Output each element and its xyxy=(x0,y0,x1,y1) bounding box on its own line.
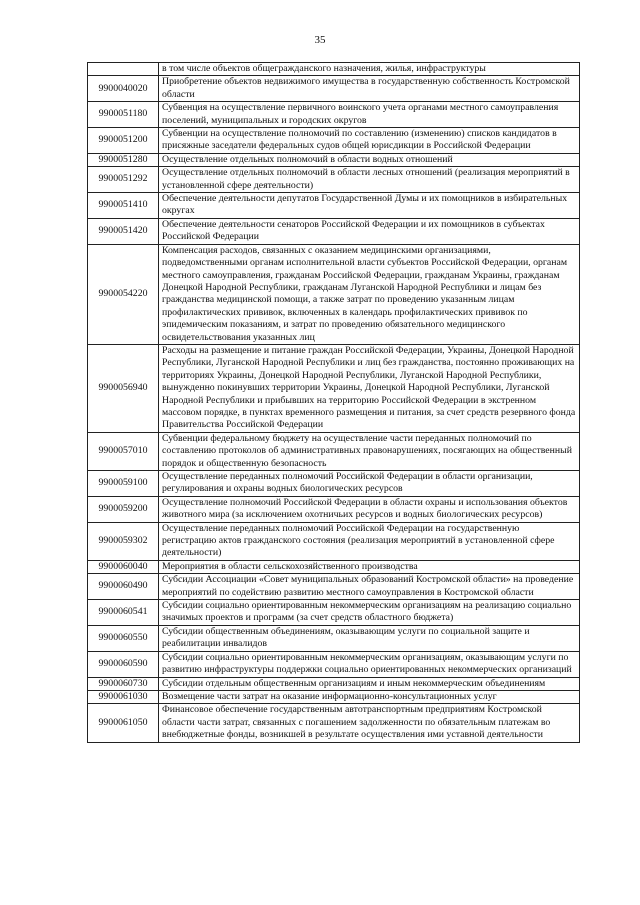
table-row xyxy=(88,76,580,102)
row-description: Субсидии социально ориентированным некоммерческим организациям на реализацию социально значимых проектов и программ (за счет средств областного бюджета) xyxy=(159,600,580,626)
table-row xyxy=(88,193,580,219)
table-row xyxy=(88,496,580,522)
row-code: 9900059200 xyxy=(88,496,159,522)
row-code: 9900059100 xyxy=(88,471,159,497)
table-row xyxy=(88,153,580,166)
table-row xyxy=(88,574,580,600)
row-description: Субсидии социально ориентированным некоммерческим организациям, оказывающим услуги по развитию инфраструктуры поддержки социально ориентированных некоммерческих организаций xyxy=(159,651,580,677)
row-code: 9900051180 xyxy=(88,102,159,128)
row-description: Субсидии отдельным общественным организациям и иным некоммерческим объединениям xyxy=(159,677,580,690)
table-row xyxy=(88,677,580,690)
row-description: в том числе объектов общегражданского назначения, жилья, инфраструктуры xyxy=(159,63,580,76)
table-row xyxy=(88,600,580,626)
row-description: Субсидии Ассоциации «Совет муниципальных образований Костромской области» на проведение мероприятий по содействию развитию местного самоуправления в Костромской области xyxy=(159,574,580,600)
page-number: 35 xyxy=(314,34,326,46)
row-code: 9900060490 xyxy=(88,574,159,600)
table-row xyxy=(88,63,580,76)
row-description: Расходы на размещение и питание граждан Российской Федерации, Украины, Донецкой Народной Республики, Луганской Народной Республики и лиц без гражданства, постоянно проживающих на территориях Украины, Донецкой Народной Республики, Луганской Народной Республики, вынужденно покинувших территории Украины, Донецкой Народной Республики, Луганской Народной Республики и прибывших на территорию Российской Федерации в экстренном массовом порядке, в пунктах временного размещения и питания, за счет средств резервного фонда Правительства Российской Федерации xyxy=(159,344,580,432)
row-code: 9900061030 xyxy=(88,690,159,703)
row-description: Возмещение части затрат на оказание информационно-консультационных услуг xyxy=(159,690,580,703)
table-row xyxy=(88,625,580,651)
row-description: Субвенция на осуществление первичного воинского учета органами местного самоуправления поселений, муниципальных и городских округов xyxy=(159,102,580,128)
table-row xyxy=(88,167,580,193)
table-row xyxy=(88,522,580,560)
row-code: 9900051280 xyxy=(88,153,159,166)
row-code: 9900060590 xyxy=(88,651,159,677)
row-code: 9900060040 xyxy=(88,560,159,573)
row-description: Мероприятия в области сельскохозяйственного производства xyxy=(159,560,580,573)
row-description: Обеспечение деятельности сенаторов Российской Федерации и их помощников в субъектах Российской Федерации xyxy=(159,218,580,244)
table-row xyxy=(88,344,580,432)
row-code: 9900051420 xyxy=(88,218,159,244)
row-code: 9900059302 xyxy=(88,522,159,560)
row-description: Субвенции федеральному бюджету на осуществление части переданных полномочий по составлению протоколов об административных правонарушениях, посягающих на общественный порядок и общественную безопасность xyxy=(159,432,580,470)
budget-classification-table xyxy=(87,62,580,743)
row-description: Осуществление переданных полномочий Российской Федерации в области организации, регулирования и охраны водных биологических ресурсов xyxy=(159,471,580,497)
row-code: 9900060550 xyxy=(88,625,159,651)
row-description: Субвенции на осуществление полномочий по составлению (изменению) списков кандидатов в присяжные заседатели федеральных судов общей юрисдикции в Российской Федерации xyxy=(159,128,580,154)
table-body xyxy=(88,63,580,743)
table-row xyxy=(88,690,580,703)
table-row xyxy=(88,560,580,573)
row-description: Осуществление переданных полномочий Российской Федерации на государственную регистрацию актов гражданского состояния (реализация мероприятий в установленной сфере деятельности) xyxy=(159,522,580,560)
row-code: 9900051410 xyxy=(88,193,159,219)
table-row xyxy=(88,651,580,677)
row-code xyxy=(88,63,159,76)
row-description: Осуществление отдельных полномочий в области водных отношений xyxy=(159,153,580,166)
row-description: Компенсация расходов, связанных с оказанием медицинскими организациями, подведомственными органам исполнительной власти субъектов Российской Федерации, органам местного самоуправления, гражданам Российской Федерации, гражданам Украины, гражданам Донецкой Народной Республики, гражданам Луганской Народной Республики и лицам без гражданства медицинской помощи, а также затрат по проведению указанным лицам профилактических прививок, включенных в календарь профилактических прививок по эпидемическим показаниям, и затрат по проведению обязательного медицинского освидетельствования указанных лиц xyxy=(159,244,580,344)
row-code: 9900060730 xyxy=(88,677,159,690)
row-description: Осуществление отдельных полномочий в области лесных отношений (реализация мероприятий в установленной сфере деятельности) xyxy=(159,167,580,193)
row-code: 9900040020 xyxy=(88,76,159,102)
table-row xyxy=(88,704,580,742)
table-row xyxy=(88,128,580,154)
row-description: Приобретение объектов недвижимого имущества в государственную собственность Костромской области xyxy=(159,76,580,102)
table-row xyxy=(88,471,580,497)
row-code: 9900057010 xyxy=(88,432,159,470)
row-code: 9900051292 xyxy=(88,167,159,193)
table-row xyxy=(88,432,580,470)
row-description: Финансовое обеспечение государственным автотранспортным предприятиям Костромской области части затрат, связанных с погашением задолженности по обязательным платежам во внебюджетные фонды, возникшей в результате осуществления ими уставной деятельности xyxy=(159,704,580,742)
row-code: 9900061050 xyxy=(88,704,159,742)
table-row xyxy=(88,244,580,344)
row-description: Субсидии общественным объединениям, оказывающим услуги по социальной защите и реабилитации инвалидов xyxy=(159,625,580,651)
row-code: 9900051200 xyxy=(88,128,159,154)
row-description: Осуществление полномочий Российской Федерации в области охраны и использования объектов животного мира (за исключением охотничьих ресурсов и водных биологических ресурсов) xyxy=(159,496,580,522)
row-code: 9900054220 xyxy=(88,244,159,344)
table-row xyxy=(88,218,580,244)
row-code: 9900056940 xyxy=(88,344,159,432)
table-row xyxy=(88,102,580,128)
row-code: 9900060541 xyxy=(88,600,159,626)
row-description: Обеспечение деятельности депутатов Государственной Думы и их помощников в избирательных округах xyxy=(159,193,580,219)
